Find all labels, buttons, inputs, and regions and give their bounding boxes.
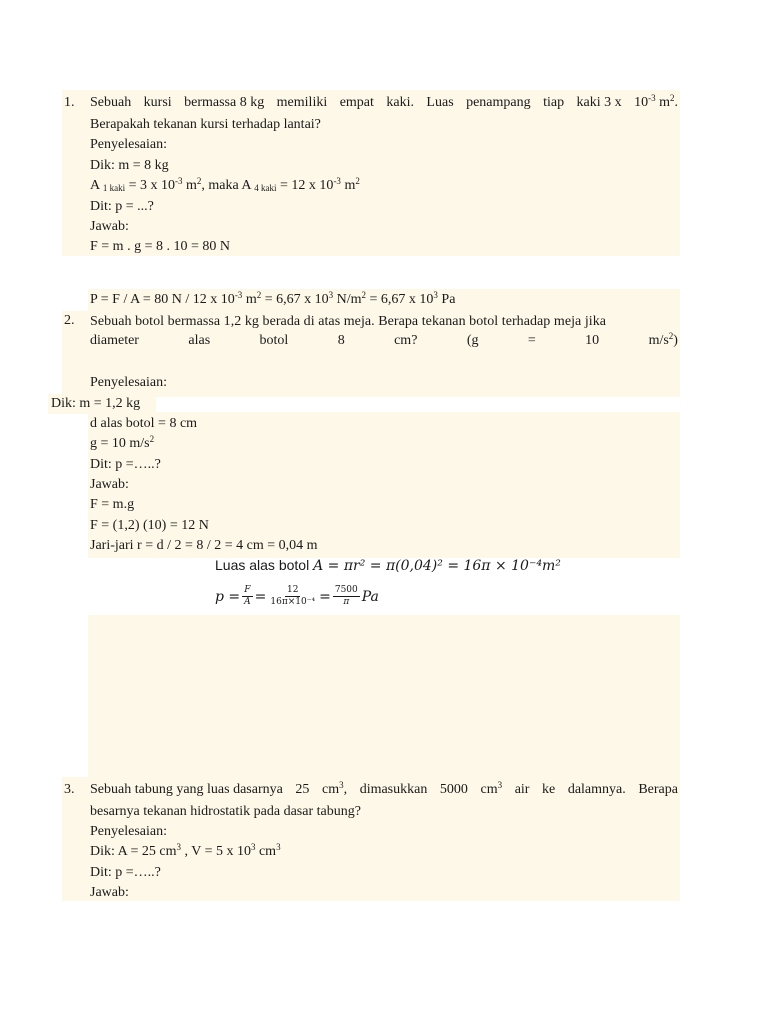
- q1-force: F = m . g = 8 . 10 = 80 N: [90, 239, 230, 254]
- q2-radius: Jari-jari r = d / 2 = 8 / 2 = 4 cm = 0,04 m: [90, 538, 318, 553]
- question-3-line-1: Sebuah tabung yang luas dasarnya 25 $cm^3$, dimasukkan 5000 $cm^3$ air ke dalamnya. Berapa: [90, 780, 678, 797]
- q2-known-diameter: d alas botol = 8 cm: [90, 416, 198, 431]
- question-2-number: 2.: [64, 313, 75, 328]
- q2-solution-label: Penyelesaian:: [90, 375, 167, 390]
- q1-known: Dik: m = 8 kg: [90, 158, 169, 173]
- q2-pressure-equation: p = $\frac{F}{A}$ = $\frac{12}{\text{16π×10⁻⁴}}$ = $\frac{7500}{\pi}$ Pa: [215, 585, 379, 607]
- q2-force-formula: F = m.g: [90, 497, 135, 512]
- q3-answer-label: Jawab:: [90, 885, 129, 900]
- q2-known-gravity: g = 10 $m/s^2$: [90, 434, 155, 451]
- q2-area-equation: Luas alas botol A = πr² = π(0,04)² = 16π × 10⁻⁴m²: [215, 557, 561, 574]
- q3-known: Dik: A = 25 $cm^3$ , V = 5 x $10^3$ $cm^3$: [90, 842, 281, 859]
- q1-asked: Dit: p = ...?: [90, 199, 154, 214]
- question-3-line-2: besarnya tekanan hidrostatik pada dasar tabung?: [90, 804, 361, 819]
- q2-known-mass: Dik: m = 1,2 kg: [51, 396, 141, 411]
- question-2-line-2: diameter alas botol 8 cm? (g = 10 $m/s^2$): [90, 331, 678, 348]
- q1-solution-label: Penyelesaian:: [90, 137, 167, 152]
- q3-asked: Dit: p =…..?: [90, 865, 161, 880]
- question-1-line-2: Berapakah tekanan kursi terhadap lantai?: [90, 117, 321, 132]
- q1-pressure-result: P = F / A = 80 N / 12 x $10^{-3}$ $m^2 = 6,67$ x $10^3$ $N/m^2 = 6,67$ x $10^3$ Pa: [90, 290, 456, 307]
- q2-force-value: F = (1,2) (10) = 12 N: [90, 518, 209, 533]
- question-3-number: 3.: [64, 782, 75, 797]
- question-2-line-1: Sebuah botol bermassa 1,2 kg berada di atas meja. Berapa tekanan botol terhadap meja jika: [90, 314, 607, 329]
- question-1-number: 1.: [64, 95, 75, 110]
- question-1-line-1: Sebuah kursi bermassa 8 kg memiliki empat kaki. Luas penampang tiap kaki 3 x $10^{-3}$ $m^2$.: [90, 93, 678, 110]
- q2-asked: Dit: p =…..?: [90, 457, 161, 472]
- q2-answer-label: Jawab:: [90, 477, 129, 492]
- q1-area: A $_{1 kaki}$ = 3 x $10^{-3}$ $m^2$, maka A $_{4 kaki}$ = 12 x $10^{-3}$ $m^2$: [90, 176, 360, 193]
- q1-answer-label: Jawab:: [90, 219, 129, 234]
- highlight-q2-blank: [88, 615, 680, 777]
- q3-solution-label: Penyelesaian:: [90, 824, 167, 839]
